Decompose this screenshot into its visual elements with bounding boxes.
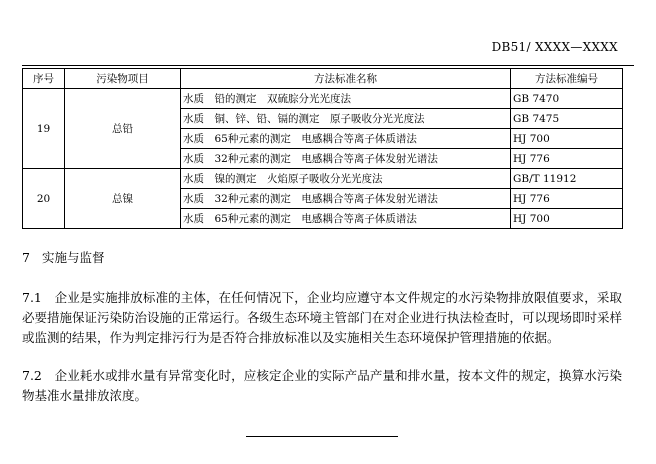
method-name-cell: 水质 65种元素的测定 电感耦合等离子体质谱法 xyxy=(181,209,511,229)
document-code: DB51/ XXXX—XXXX xyxy=(491,40,618,54)
section-number: 7 xyxy=(22,250,30,265)
method-code-cell: GB 7470 xyxy=(511,89,623,109)
section-title: 实施与监督 xyxy=(41,250,105,265)
seq-cell: 19 xyxy=(23,89,65,169)
paragraph-number: 7.1 xyxy=(22,290,42,305)
table-row xyxy=(23,169,623,189)
column-header-method-code: 方法标准编号 xyxy=(511,69,623,89)
paragraph-text: 企业是实施排放标准的主体，在任何情况下，企业均应遵守本文件规定的水污染物排放限值要求，采取必要措施保证污染防治设施的正常运行。各级生态环境主管部门在对企业进行执法检查时，可以现场即时采样或监测的结果，作为判定排污行为是否符合排放标准以及实施相关生态环境保护管理措施的依据。 xyxy=(22,290,623,345)
column-header-seq: 序号 xyxy=(23,69,65,89)
method-code-cell: HJ 776 xyxy=(511,149,623,169)
pollutant-cell: 总镍 xyxy=(65,169,181,229)
method-code-cell: HJ 700 xyxy=(511,209,623,229)
method-code-cell: GB 7475 xyxy=(511,109,623,129)
method-code-cell: GB/T 11912 xyxy=(511,169,623,189)
paragraph-7-1 xyxy=(22,288,622,348)
column-header-pollutant: 污染物项目 xyxy=(65,69,181,89)
seq-cell: 20 xyxy=(23,169,65,229)
method-name-cell: 水质 镍的测定 火焰原子吸收分光光度法 xyxy=(181,169,511,189)
method-name-cell: 水质 65种元素的测定 电感耦合等离子体质谱法 xyxy=(181,129,511,149)
method-name-cell: 水质 32种元素的测定 电感耦合等离子体发射光谱法 xyxy=(181,189,511,209)
method-name-cell: 水质 铜、锌、铅、镉的测定 原子吸收分光光度法 xyxy=(181,109,511,129)
table-row xyxy=(23,89,623,109)
method-code-cell: HJ 776 xyxy=(511,189,623,209)
column-header-method-name: 方法标准名称 xyxy=(181,69,511,89)
method-name-cell: 水质 32种元素的测定 电感耦合等离子体发射光谱法 xyxy=(181,149,511,169)
table-header-row xyxy=(23,69,623,89)
paragraph-text: 企业耗水或排水量有异常变化时，应核定企业的实际产品产量和排水量，按本文件的规定，换算水污染物基准水量排放浓度。 xyxy=(22,368,622,403)
method-standards-table xyxy=(22,68,623,229)
header-rule xyxy=(22,65,634,66)
paragraph-number: 7.2 xyxy=(22,368,42,383)
method-code-cell: HJ 700 xyxy=(511,129,623,149)
end-rule xyxy=(246,436,398,437)
paragraph-7-2 xyxy=(22,366,622,406)
section-heading xyxy=(22,248,116,266)
pollutant-cell: 总铅 xyxy=(65,89,181,169)
method-name-cell: 水质 铅的测定 双硫腙分光光度法 xyxy=(181,89,511,109)
